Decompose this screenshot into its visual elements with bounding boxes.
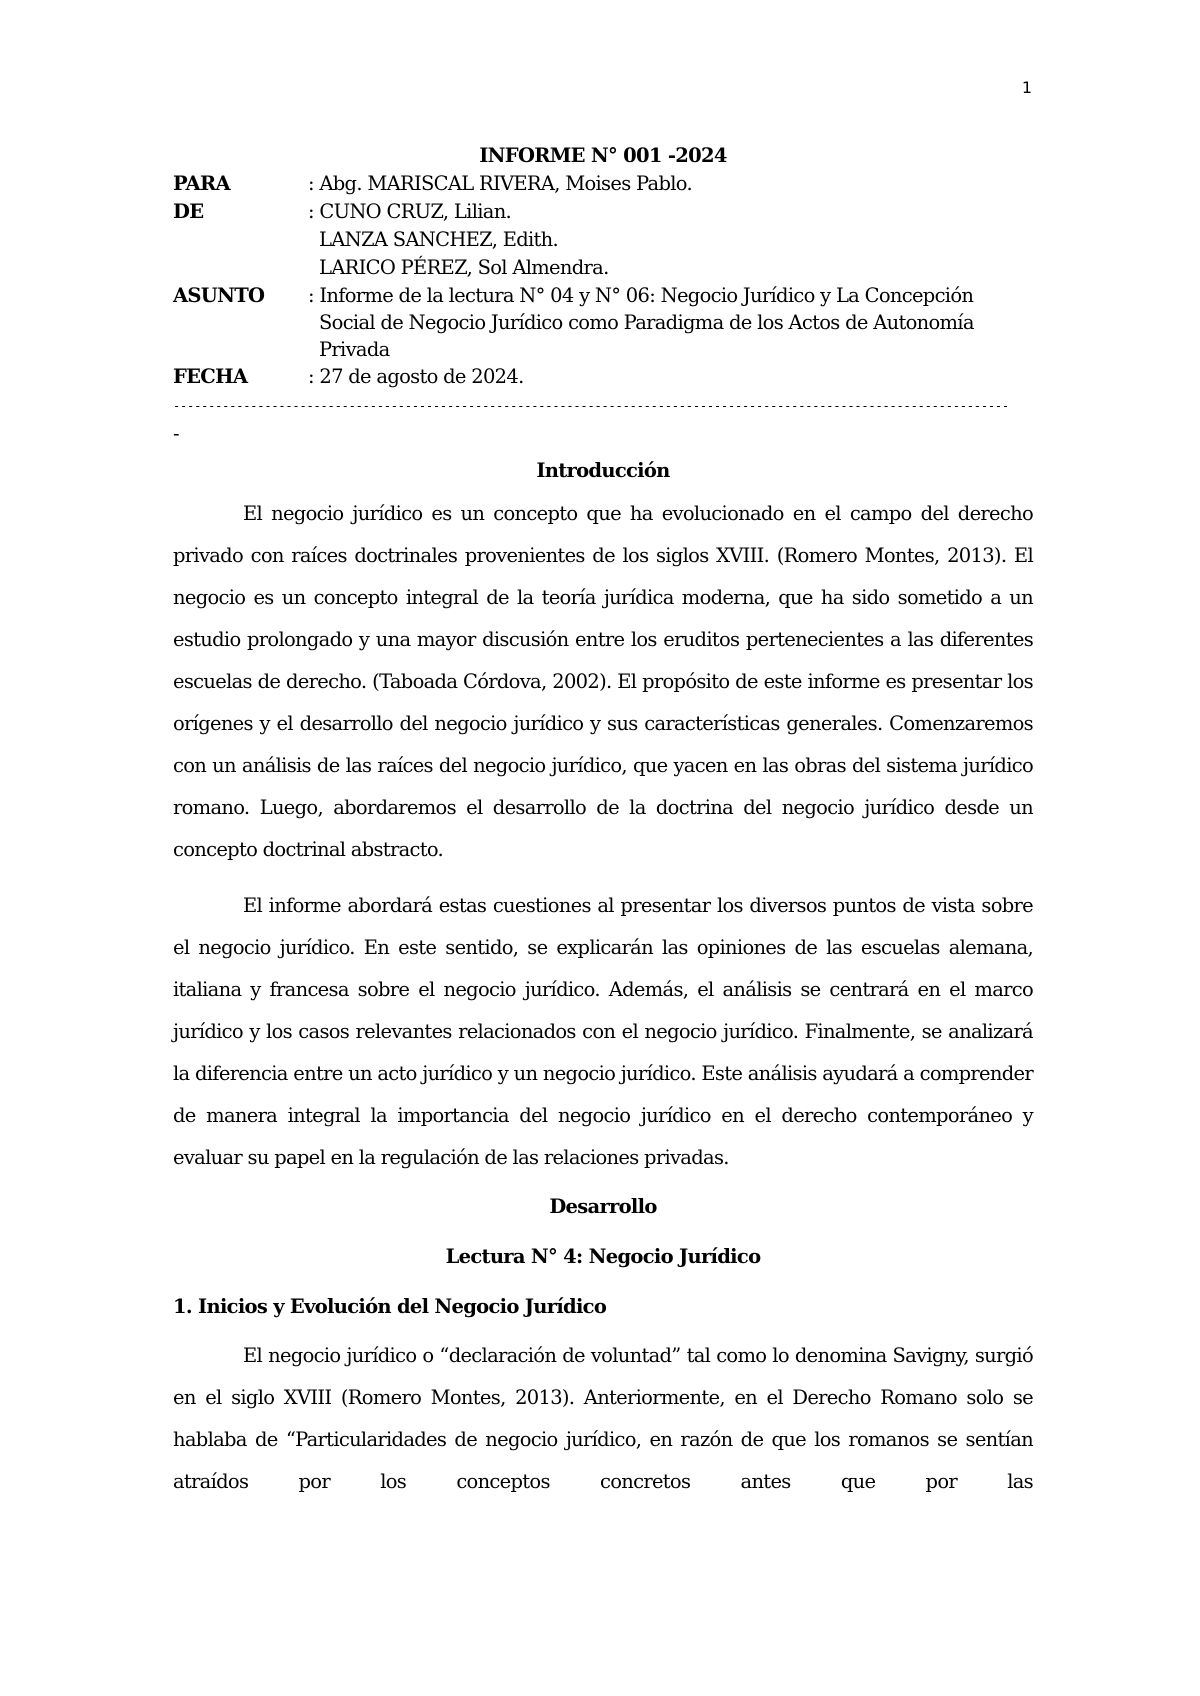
report-title: INFORME N° 001 -2024 <box>479 144 727 167</box>
header-asunto-row <box>173 282 1033 363</box>
page-number: 1 <box>1021 78 1032 97</box>
asunto-value-2: Social de Negocio Jurídico como Paradigma de los Actos de Autonomía <box>308 311 974 334</box>
intro-paragraph-2: El informe abordará estas cuestiones al presentar los diversos puntos de vista sobre el negocio jurídico. En este sentido, se explicarán las opiniones de las escuelas alemana, italiana y francesa sobre el negocio jurídico. Además, el análisis se centrará en el marco jurídico y los casos relevantes relacionados con el negocio jurídico. Finalmente, se analizará la diferencia entre un acto jurídico y un negocio jurídico. Este análisis ayudará a comprender de manera integral la importancia del negocio jurídico en el derecho contemporáneo y evaluar su papel en la regulación de las relaciones privadas. <box>173 894 1033 1169</box>
development-heading: Desarrollo <box>549 1195 657 1218</box>
de-value-3: LARICO PÉREZ, Sol Almendra. <box>308 256 609 279</box>
fecha-value: : 27 de agosto de 2024. <box>308 365 524 388</box>
asunto-value-1: : Informe de la lectura N° 04 y N° 06: Negocio Jurídico y La Concepción <box>308 284 974 307</box>
section-1-paragraph: El negocio jurídico o “declaración de voluntad” tal como lo denomina Savigny, surgió en el siglo XVIII (Romero Montes, 2013). Anteriormente, en el Derecho Romano solo se hablaba de “Particularidades de negocio jurídico, en razón de que los romanos se sentían atraídos por los conceptos concretos antes que por las <box>173 1344 1033 1493</box>
header-fecha-row <box>173 363 1033 391</box>
dashed-divider-tail: - <box>173 422 179 445</box>
header-para-row <box>173 170 1033 198</box>
reading-heading: Lectura N° 4: Negocio Jurídico <box>445 1245 761 1268</box>
de-value-2: LANZA SANCHEZ, Edith. <box>308 228 559 251</box>
section-1-heading: 1. Inicios y Evolución del Negocio Jurídico <box>173 1295 607 1318</box>
para-label: PARA <box>173 172 230 195</box>
asunto-label: ASUNTO <box>173 284 265 307</box>
de-label: DE <box>173 200 204 223</box>
intro-heading: Introducción <box>536 459 670 482</box>
de-value-1: : CUNO CRUZ, Lilian. <box>308 200 512 223</box>
header-de-row <box>173 198 1033 282</box>
asunto-value-3: Privada <box>308 338 390 361</box>
para-value: : Abg. MARISCAL RIVERA, Moises Pablo. <box>308 172 692 195</box>
document-body <box>173 142 1033 1503</box>
intro-paragraph-1: El negocio jurídico es un concepto que ha evolucionado en el campo del derecho privado con raíces doctrinales provenientes de los siglos XVIII. (Romero Montes, 2013). El negocio es un concepto integral de la teoría jurídica moderna, que ha sido sometido a un estudio prolongado y una mayor discusión entre los eruditos pertenecientes a las diferentes escuelas de derecho. (Taboada Córdova, 2002). El propósito de este informe es presentar los orígenes y el desarrollo del negocio jurídico y sus características generales. Comenzaremos con un análisis de las raíces del negocio jurídico, que yacen en las obras del sistema jurídico romano. Luego, abordaremos el desarrollo de la doctrina del negocio jurídico desde un concepto doctrinal abstracto. <box>173 502 1033 861</box>
fecha-label: FECHA <box>173 365 248 388</box>
dashed-divider: ----------------------------------------------------------------------------------------------------------------------- <box>173 399 1009 413</box>
